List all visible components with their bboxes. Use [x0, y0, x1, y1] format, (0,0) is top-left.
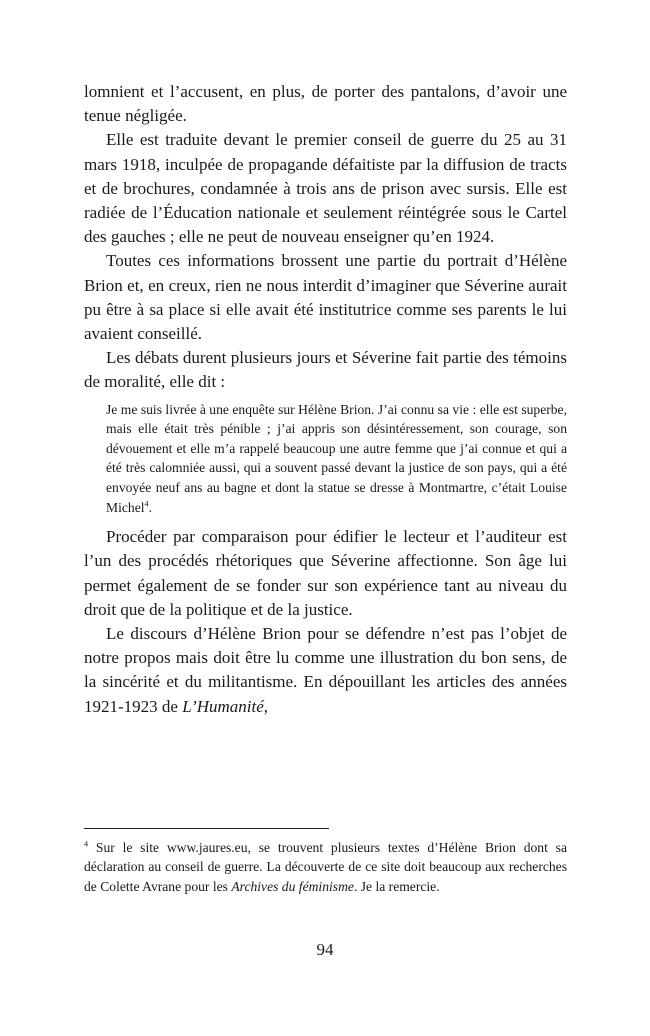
quote-end: . — [148, 499, 152, 515]
footnote-divider — [84, 828, 329, 829]
footnote-reference[interactable]: 4 — [144, 499, 149, 509]
paragraph-2: Elle est traduite devant le premier conseil de guerre du 25 au 31 mars 1918, inculpée de propagande défaitiste par la diffusion de tracts et de brochures, condamnée à trois ans de prison avec sursis. Elle est radiée de l’Éducation nationale et seulement réintégrée sous le Cartel des gauches ; elle ne peut de nouveau enseigner qu’en 1924. — [84, 130, 567, 247]
paragraph-6 — [84, 622, 567, 719]
paragraph-5: Procéder par comparaison pour édifier le lecteur et l’auditeur est l’un des procédés rhétoriques que Séverine affectionne. Son âge lui permet également de se fonder sur son expérience tant au niveau du droit que de la politique et de la justice. — [84, 527, 567, 619]
page-number: 94 — [316, 940, 334, 959]
newspaper-title: L’Humanité — [182, 696, 264, 716]
block-quote — [106, 400, 567, 518]
footnote-number: 4 — [84, 839, 89, 849]
paragraph-6-lead: Le discours d’Hélène Brion pour se défendre n’est pas l’objet de notre propos mais doit être lu comme une illustration du bon sens, de la sincérité et du militantisme. En dépouillant les articles des années 1921-1923 de — [84, 624, 567, 716]
paragraph-1: lomnient et l’accusent, en plus, de porter des pantalons, d’avoir une tenue négligée. — [84, 82, 567, 126]
quote-body: Je me suis livrée à une enquête sur Hélène Brion. J’ai connu sa vie : elle est superbe, mais elle était très pénible ; j’ai appris son désintéressement, son courage, son dévouement et elle m’a rappelé beaucoup une autre femme que j’ai connue et qui a été très calomniée aussi, qui a souvent passé devant la justice de son pays, qui a été envoyée neuf ans au bagne et dont la statue se dresse à Montmartre, c’était Louise Michel — [106, 401, 567, 515]
footnote — [84, 838, 567, 896]
footnote-text: Sur le site www.jaures.eu, se trouvent plusieurs textes d’Hélène Brion dont sa déclaration au conseil de guerre. La découverte de ce site doit beaucoup aux recherches de Colette Avrane pour les — [84, 840, 567, 894]
footnote-archive-title: Archives du féminisme — [231, 878, 354, 894]
main-text — [84, 80, 567, 395]
footnote-end: . Je la remercie. — [353, 878, 440, 894]
paragraph-4: Les débats durent plusieurs jours et Séverine fait partie des témoins de moralité, elle dit : — [84, 348, 567, 392]
paragraph-6-end: , — [263, 696, 268, 716]
page-body — [84, 80, 567, 719]
paragraph-3: Toutes ces informations brossent une partie du portrait d’Hélène Brion et, en creux, rien ne nous interdit d’imaginer que Séverine aurait pu être à sa place si elle avait été institutrice comme ses parents le lui avaient conseillé. — [84, 251, 567, 344]
main-text-continued — [84, 525, 567, 719]
quote-text — [106, 400, 567, 518]
